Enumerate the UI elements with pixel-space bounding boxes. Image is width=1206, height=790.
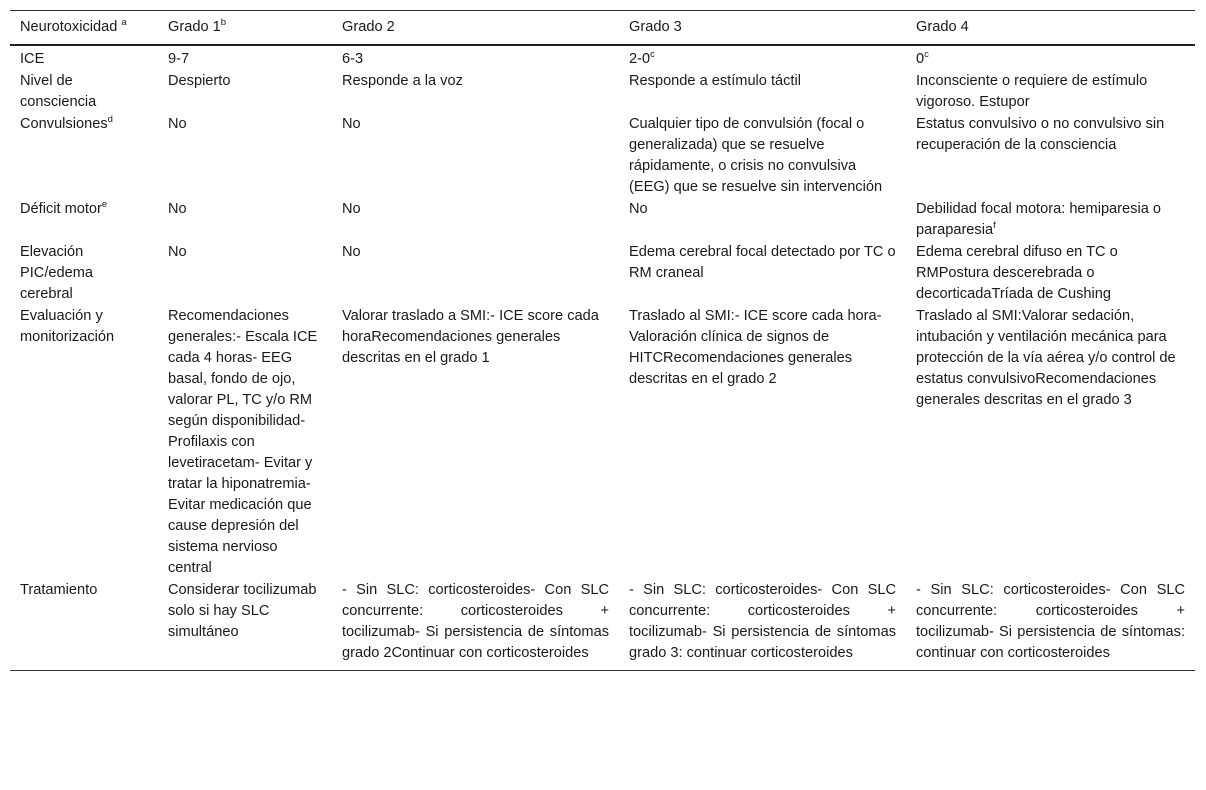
footnote-b: b (220, 17, 227, 28)
cell-grado-4: 0$^c$ (916, 49, 929, 67)
cell-grado-2: No (342, 244, 361, 260)
cell-grado-1: No (168, 116, 187, 132)
table-row-tratamiento (10, 580, 1195, 671)
header-neurotoxicidad: Neurotoxicidad $^a$ (20, 17, 127, 35)
cell-grado-2: No (342, 201, 361, 217)
cell-grado-2: - Sin SLC: corticosteroides- Con SLC concurrente: corticosteroides + tocilizumab- Si persistencia de síntomas grado 2Continuar con corticosteroides (342, 582, 609, 661)
row-label: Evaluación y monitorización (20, 308, 115, 345)
footnote-d: d (107, 114, 113, 125)
header-grado-4: Grado 4 (916, 19, 969, 35)
cell-grado-2: Valorar traslado a SMI:- ICE score cada horaRecomendaciones generales descritas en el grado 1 (342, 308, 599, 366)
row-label: Nivel de consciencia (20, 73, 97, 110)
cell-grado-3: Cualquier tipo de convulsión (focal o generalizada) que se resuelve rápidamente, o crisis no convulsiva (EEG) que se resuelve sin intervención (629, 116, 883, 195)
cell-grado-3: No (629, 201, 648, 217)
cell-grado-3: 2-0$^c$ (629, 49, 655, 67)
row-label: Elevación PIC/edema cerebral (20, 244, 94, 302)
footnote-e: e (101, 199, 108, 210)
cell-grado-3: - Sin SLC: corticosteroides- Con SLC concurrente: corticosteroides + tocilizumab- Si persistencia de síntomas grado 3: continuar corticosteroides (629, 582, 896, 661)
table-row-ice (10, 45, 1195, 71)
cell-grado-4: Edema cerebral difuso en TC o RMPostura descerebrada o decorticadaTríada de Cushing (916, 244, 1118, 302)
cell-grado-1: No (168, 201, 187, 217)
cell-grado-2: 6-3 (342, 51, 364, 67)
cell-grado-3: Responde a estímulo táctil (629, 73, 801, 89)
row-label: Convulsiones$^d$ (20, 114, 113, 132)
neurotoxicity-table-container (10, 10, 1195, 671)
footnote-c: c (924, 49, 929, 60)
footnote-f: f (993, 220, 996, 231)
header-grado-3: Grado 3 (629, 19, 682, 35)
neurotoxicity-grading-table (10, 10, 1195, 671)
cell-grado-1: Recomendaciones generales:- Escala ICE cada 4 horas- EEG basal, fondo de ojo, valorar PL, TC y/o RM según disponibilidad- Profilaxis con levetiracetam- Evitar y tratar la hiponatremia- Evitar medicación que cause depresión del sistema nervioso central (168, 308, 318, 576)
table-row-consciencia (10, 71, 1195, 114)
cell-grado-1: Considerar tocilizumab solo si hay SLC simultáneo (168, 582, 317, 640)
table-row-evaluacion (10, 306, 1195, 580)
table-header-row (10, 11, 1195, 46)
cell-grado-4: Estatus convulsivo o no convulsivo sin recuperación de la consciencia (916, 116, 1165, 153)
cell-grado-2: No (342, 116, 361, 132)
cell-grado-4: - Sin SLC: corticosteroides- Con SLC concurrente: corticosteroides + tocilizumab- Si persistencia de síntomas: continuar con corticosteroides (916, 582, 1185, 661)
footnote-c: c (650, 49, 655, 60)
cell-grado-1: No (168, 244, 187, 260)
row-label: Tratamiento (20, 582, 98, 598)
table-row-pic (10, 242, 1195, 306)
row-label: Déficit motor$^e$ (20, 199, 108, 217)
cell-grado-4: Inconsciente o requiere de estímulo vigoroso. Estupor (916, 73, 1148, 110)
cell-grado-3: Traslado al SMI:- ICE score cada hora- Valoración clínica de signos de HITCRecomendaciones generales descritas en el grado 2 (629, 308, 882, 387)
table-row-deficit-motor (10, 199, 1195, 242)
cell-grado-4: Traslado al SMI:Valorar sedación, intubación y ventilación mecánica para protección de la vía aérea y/o control de estatus convulsivoRecomendaciones generales descritas en el grado 3 (916, 308, 1176, 408)
row-label: ICE (20, 51, 45, 67)
cell-grado-1: Despierto (168, 73, 231, 89)
cell-grado-4: Debilidad focal motora: hemiparesia o paraparesia$^f$ (916, 201, 1161, 238)
cell-grado-1: 9-7 (168, 51, 190, 67)
cell-grado-2: Responde a la voz (342, 73, 463, 89)
table-row-convulsiones (10, 114, 1195, 199)
header-grado-2: Grado 2 (342, 19, 395, 35)
cell-grado-3: Edema cerebral focal detectado por TC o RM craneal (629, 244, 896, 281)
footnote-a: a (121, 17, 127, 28)
header-grado-1: Grado 1$^b$ (168, 17, 227, 35)
